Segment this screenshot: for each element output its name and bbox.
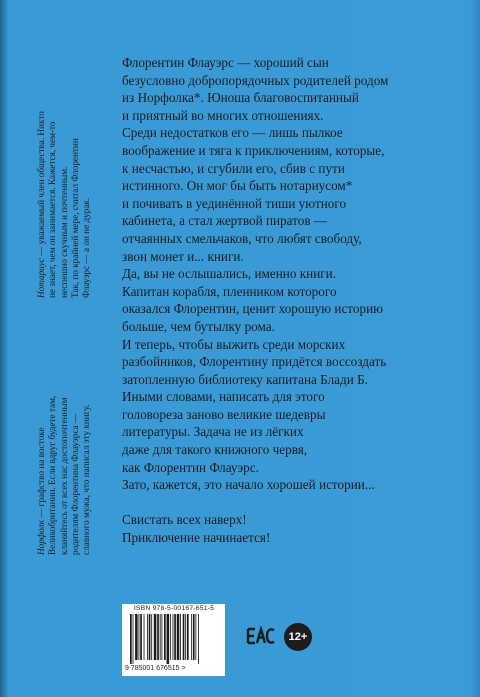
note-notary-line: неспешно скучным и почтенным. — [58, 166, 69, 298]
barcode-bar — [167, 614, 170, 664]
note-norfolk-line: кланяйтесь от всех нас достопочтенным — [58, 397, 69, 555]
blurb-line: отчаянных смельчаков, что любят свободу, — [122, 230, 362, 246]
barcode-bar — [151, 614, 152, 660]
note-norfolk-line: славного мужа, что написал эту книгу. — [81, 404, 92, 555]
barcode-bar — [164, 614, 166, 660]
closing-line: Приключение начинается! — [122, 530, 271, 546]
blurb-line: безусловно добропорядочных родителей родом — [122, 72, 389, 88]
blurb-text — [122, 54, 442, 547]
barcode-bar — [195, 614, 196, 660]
barcode-bar — [177, 614, 180, 660]
blurb-line: Капитан корабля, пленником которого — [122, 283, 337, 299]
barcode-bar — [173, 614, 174, 660]
note-notary-term: Нотариус — [36, 258, 46, 298]
barcode-bar — [193, 614, 195, 660]
barcode-bar — [198, 614, 199, 664]
blurb-line: И теперь, чтобы выжить среди морских — [122, 336, 346, 352]
isbn-label: ISBN 978-5-00167-651-5 — [133, 605, 215, 612]
blurb-line: Флорентин Флауэрс — хороший сын — [122, 55, 329, 70]
barcode-bar — [130, 614, 132, 664]
barcode-bar — [180, 614, 181, 660]
barcode-bar — [135, 614, 138, 660]
barcode-bar — [160, 614, 161, 660]
blurb-line: головореза заново великие шедевры — [122, 406, 326, 422]
blurb-line: звон монет и... книги. — [122, 248, 244, 264]
barcode-bar — [157, 614, 159, 660]
blurb-gap — [122, 494, 442, 512]
note-notary — [36, 73, 92, 298]
blurb-line: воображение и тяга к приключениям, которые, — [122, 142, 385, 158]
note-notary-line: не знает, чем он занимается. Кажется, чем-то — [47, 121, 58, 298]
barcode-bar — [147, 614, 148, 660]
note-notary-line: — уважаемый член общества. Никто — [36, 111, 46, 256]
barcode-bar — [140, 614, 142, 660]
closing-line: Свистать всех наверх! — [122, 512, 247, 528]
barcode-bar — [139, 614, 140, 660]
blurb-line: Зато, кажется, это начало хорошей истории... — [122, 477, 375, 493]
note-notary-line: Флауэрс — а он не дурак. — [81, 197, 92, 298]
blurb-line: разбойников, Флорентину придётся воссоздать — [122, 354, 387, 370]
barcode-bar — [144, 614, 145, 660]
barcode-digits: 9 785001 676515 > — [125, 665, 186, 672]
blurb-line: литературы. Задача не из лёгких — [122, 424, 304, 440]
blurb-line: Среди недостатков его — лишь пылкое — [122, 125, 343, 141]
barcode-bar — [185, 614, 186, 660]
barcode-bar — [170, 614, 171, 660]
note-notary-text — [36, 73, 47, 298]
blurb-line: даже для такого книжного червя, — [122, 442, 308, 458]
barcode-bar — [154, 614, 157, 660]
blurb-line: истинного. Он мог бы быть нотариусом* — [122, 178, 353, 194]
blurb-line: к несчастью, и сгубили его, сбив с пути — [122, 160, 345, 176]
barcode-bar — [191, 614, 192, 660]
eac-mark-icon — [246, 626, 276, 646]
blurb-line: затопленную библиотеку капитана Блади Б. — [122, 371, 368, 387]
age-rating-badge: 12+ — [284, 623, 312, 651]
note-norfolk — [36, 340, 92, 555]
blurb-line: Да, вы не ослышались, именно книги. — [122, 266, 337, 282]
blurb-line: и приятный во многих отношениях. — [122, 107, 324, 123]
note-norfolk-line: Великобритании. Если вдруг будете там, — [47, 395, 58, 555]
spine-shadow — [0, 0, 8, 697]
note-norfolk-text — [36, 340, 47, 555]
note-notary-line: Так, по крайней мере, считал Флорентин — [69, 138, 80, 298]
blurb-line: как Флорентин Флауэрс. — [122, 459, 259, 475]
note-norfolk-line: — графство на востоке — [36, 427, 46, 518]
blurb-line: оказался Флорентин, ценит хорошую историю — [122, 301, 383, 317]
barcode — [122, 604, 225, 676]
barcode-bar — [187, 614, 189, 660]
blurb-line: и почивать в уединённой тиши уютного — [122, 195, 347, 211]
barcode-bars-icon — [130, 614, 218, 664]
barcode-bar — [174, 614, 176, 660]
barcode-bar — [133, 614, 134, 664]
blurb-line: Иными словами, написать для этого — [122, 389, 325, 405]
note-norfolk-term: Норфолк — [36, 520, 46, 555]
blurb-line: кабинета, а стал жертвой пиратов — — [122, 213, 328, 229]
blurb-line: из Норфолка*. Юноша благовоспитанный — [122, 90, 359, 106]
blurb-line: больше, чем бутылку рома. — [122, 318, 275, 334]
barcode-bar — [183, 614, 185, 660]
barcode-bar — [149, 614, 151, 660]
barcode-bar — [161, 614, 162, 660]
note-norfolk-line: родителям Флорентина Флауэрса — — [69, 413, 80, 555]
